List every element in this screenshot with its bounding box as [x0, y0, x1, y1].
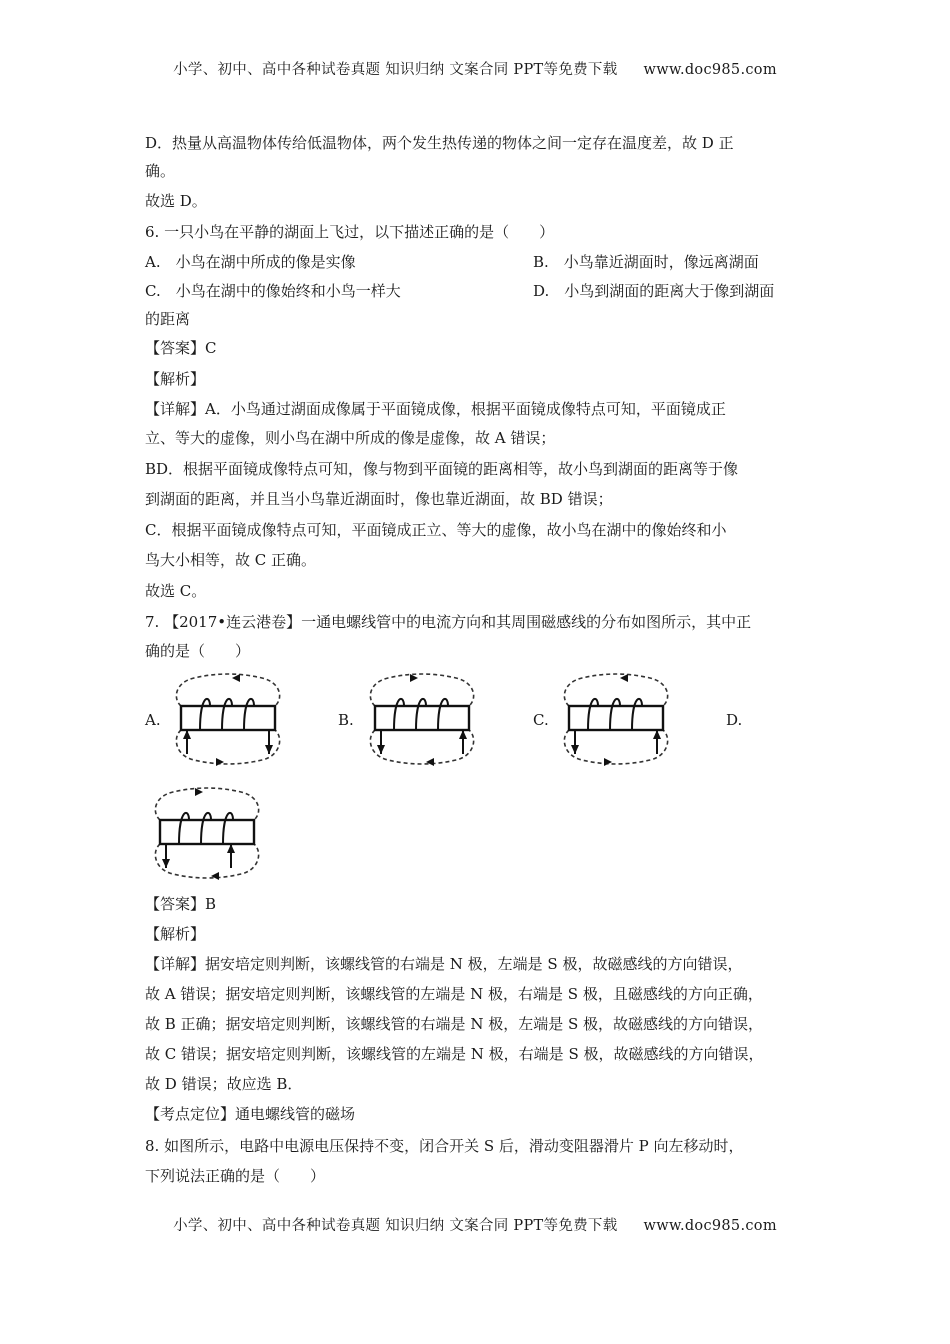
q7-label-a: A.	[145, 711, 161, 729]
q7-stem-line2: 确的是（ ）	[145, 642, 251, 660]
q6-detail-3: BD．根据平面镜成像特点可知，像与物到平面镜的距离相等，故小鸟到湖面的距离等于像	[145, 460, 739, 478]
q7-label-c: C.	[533, 711, 549, 729]
footer-text: 小学、初中、高中各种试卷真题 知识归纳 文案合同 PPT等免费下载	[173, 1218, 618, 1234]
q6-analysis: 【解析】	[145, 370, 206, 388]
q7-label-d: D.	[726, 711, 743, 729]
q7-diagram-d	[143, 786, 271, 882]
q5-option-d-line2: 确。	[145, 162, 176, 180]
q7-detail-3: 故 B 正确；据安培定则判断，该螺线管的右端是 N 极，左端是 S 极，故磁感线的方向错误，	[145, 1015, 764, 1033]
q6-detail-2: 立、等大的虚像，则小鸟在湖中所成的像是虚像，故 A 错误；	[145, 429, 556, 447]
q8-stem-line2: 下列说法正确的是（ ）	[145, 1167, 326, 1185]
q6-detail-4: 到湖面的距离，并且当小鸟靠近湖面时，像也靠近湖面，故 BD 错误；	[145, 490, 613, 508]
q6-option-a: A. 小鸟在湖中所成的像是实像	[145, 253, 356, 271]
q7-answer: 【答案】B	[145, 895, 217, 913]
q7-label-b: B.	[338, 711, 354, 729]
q7-detail-5: 故 D 错误；故应选 B．	[145, 1075, 303, 1093]
q6-answer: 【答案】C	[145, 339, 217, 357]
q6-detail-6: 鸟大小相等，故 C 正确。	[145, 551, 317, 569]
q6-detail-5: C．根据平面镜成像特点可知，平面镜成正立、等大的虚像，故小鸟在湖中的像始终和小	[145, 521, 727, 539]
q6-option-c: C. 小鸟在湖中的像始终和小鸟一样大	[145, 282, 401, 300]
q7-diagram-a	[164, 672, 292, 768]
q7-detail-4: 故 C 错误；据安培定则判断，该螺线管的左端是 N 极，右端是 S 极，故磁感线的方向错误，	[145, 1045, 764, 1063]
page-header	[0, 58, 950, 79]
q5-select: 故选 D。	[145, 192, 207, 210]
q6-select: 故选 C。	[145, 582, 207, 600]
q8-stem-line1: 8. 如图所示，电路中电源电压保持不变，闭合开关 S 后，滑动变阻器滑片 P 向左移动时，	[145, 1137, 744, 1155]
q5-option-d-line1: D．热量从高温物体传给低温物体，两个发生热传递的物体之间一定存在温度差，故 D 正	[145, 134, 734, 152]
q7-detail-1: 【详解】据安培定则判断，该螺线管的右端是 N 极，左端是 S 极，故磁感线的方向错误，	[145, 955, 743, 973]
header-url[interactable]: www.doc985.com	[643, 62, 777, 78]
q6-stem: 6. 一只小鸟在平静的湖面上飞过，以下描述正确的是（ ）	[145, 223, 555, 241]
q6-option-d-cont: 的距离	[145, 310, 191, 328]
q7-stem-line1: 7. 【2017•连云港卷】一通电螺线管中的电流方向和其周围磁感线的分布如图所示，其中正	[145, 613, 752, 631]
q7-diagram-b	[358, 672, 486, 768]
q7-diagram-c	[552, 672, 680, 768]
q6-option-d: D. 小鸟到湖面的距离大于像到湖面	[533, 282, 775, 300]
q7-kaodian: 【考点定位】通电螺线管的磁场	[145, 1105, 356, 1123]
q6-option-b: B. 小鸟靠近湖面时，像远离湖面	[533, 253, 759, 271]
page-footer	[0, 1214, 950, 1235]
q7-analysis: 【解析】	[145, 925, 206, 943]
q7-detail-2: 故 A 错误；据安培定则判断，该螺线管的左端是 N 极，右端是 S 极，且磁感线的方向正确，	[145, 985, 763, 1003]
q6-detail-1: 【详解】A．小鸟通过湖面成像属于平面镜成像，根据平面镜成像特点可知，平面镜成正	[145, 400, 726, 418]
footer-url[interactable]: www.doc985.com	[643, 1218, 777, 1234]
header-text: 小学、初中、高中各种试卷真题 知识归纳 文案合同 PPT等免费下载	[173, 62, 618, 78]
